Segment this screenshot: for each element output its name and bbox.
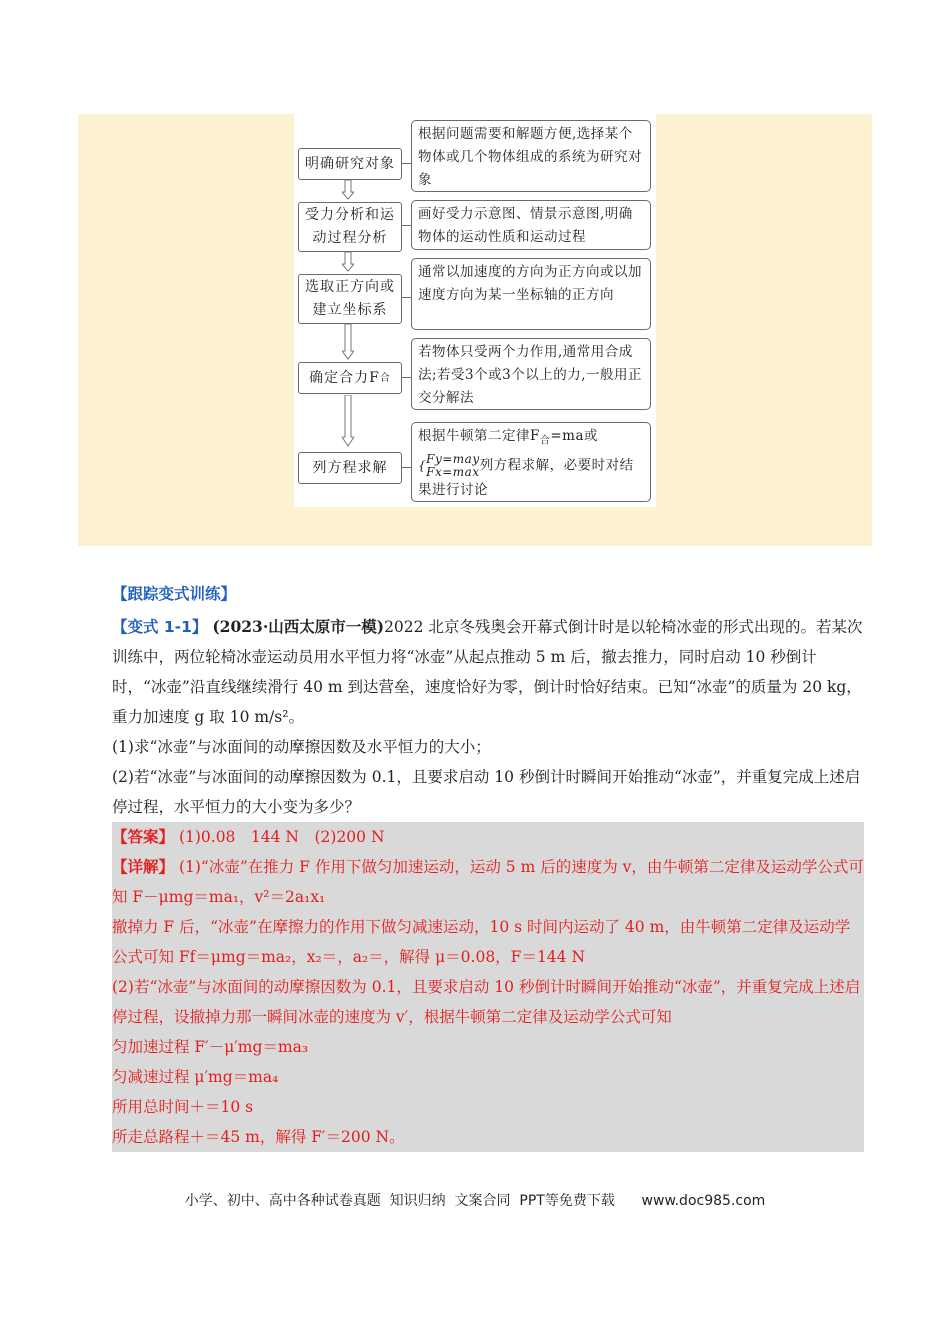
question-source: (2023·山西太原市一模) [212,617,385,636]
detail-tag: 【详解】 [112,858,175,876]
flow-desc-4: 若物体只受两个力作用,通常用合成法;若受3个或3个以上的力,一般用正交分解法 [411,338,651,410]
down-arrow-icon [342,180,354,200]
down-arrow-icon [342,252,354,272]
flow-step-4: 确定合力F 合 [298,362,402,394]
flow-connector [401,377,411,378]
section-title: 【跟踪变式训练】 [112,585,237,603]
footer: 小学、初中、高中各种试卷真题 知识归纳 文案合同 PPT等免费下载 www.doc985.com [184,1193,766,1209]
flow-desc-5: 根据牛顿第二定律$F_合=ma$或{Fy=may Fx=max列方程求解，必要时对结果进行讨论 [411,422,651,502]
flow-desc-3: 通常以加速度的方向为正方向或以加速度方向为某一坐标轴的正方向 [411,258,651,330]
down-arrow-icon [342,395,354,447]
detail-line-2: 撤掉力 F 后，“冰壶”在摩擦力的作用下做匀减速运动，10 s 时间内运动了 40 m，由牛顿第二定律及运动学公式可知 Ff＝μmg＝ma₂，x₂＝，a₂＝，解得 μ＝0.08，F＝144 N [112,918,851,966]
flow-step-3: 选取正方向或建立坐标系 [298,274,402,324]
flowchart [294,114,656,507]
question-part-2: (2)若“冰壶”与冰面间的动摩擦因数为 0.1，且要求启动 10 秒倒计时瞬间开始推动“冰壶”，并重复完成上述启停过程，水平恒力的大小变为多少？ [112,768,861,816]
flow-step-2: 受力分析和运动过程分析 [298,202,402,252]
answer-tag: 【答案】 [112,828,175,846]
flow-connector [401,467,411,468]
flow-desc-1: 根据问题需要和解题方便,选择某个物体或几个物体组成的系统为研究对象 [411,120,651,192]
flow-connector [401,163,411,164]
answer-line [112,822,864,852]
flow-connector [401,297,411,298]
detail-line-5: 匀减速过程 μ′mg＝ma₄ [112,1068,279,1086]
detail-line-3: (2)若“冰壶”与冰面间的动摩擦因数为 0.1，且要求启动 10 秒倒计时瞬间开始推动“冰壶”，并重复完成上述启停过程，设撤掉力那一瞬间冰壶的速度为 v′，根据牛顿第二定律及运动学公式可知 [112,978,861,1026]
question-text: 2022 北京冬残奥会开幕式倒计时是以轮椅冰壶的形式出现的。若某次训练中，两位轮椅冰壶运动员用水平恒力将“冰壶”从起点推动 5 m 后，撤去推力，同时启动 10 秒倒计时，“冰壶”沿直线继续滑行 40 m 到达营垒，速度恰好为零，倒计时恰好结束。已知“冰壶”的质量为 20 kg，重力加速度 g 取 10 m/s²。 [112,618,863,726]
equation-system: {Fy=may Fx=max [418,451,480,479]
detail-line-4: 匀加速过程 F′－μ′mg＝ma₃ [112,1038,309,1056]
question-paragraph [112,612,864,732]
question-part-1: (1)求“冰壶”与冰面间的动摩擦因数及水平恒力的大小； [112,738,491,756]
detail-line-6: 所用总时间＋＝10 s [112,1098,254,1116]
flow-desc-2: 画好受力示意图、情景示意图,明确物体的运动性质和运动过程 [411,200,651,250]
detail-line-1: 【详解】 (1)“冰壶”在推力 F 作用下做匀加速运动，运动 5 m 后的速度为 v，由牛顿第二定律及运动学公式可知 F－μmg＝ma₁，v²＝2a₁x₁ [112,858,864,906]
flow-step-1: 明确研究对象 [298,148,402,180]
down-arrow-icon [342,324,354,360]
flow-step-5: 列方程求解 [298,452,402,484]
flow-connector [401,225,411,226]
question-tag: 【变式 1-1】 [112,618,208,636]
detail-line-7: 所走总路程＋＝45 m，解得 F′＝200 N。 [112,1128,405,1146]
answer-text: (1)0.08 144 N (2)200 N [178,828,385,846]
